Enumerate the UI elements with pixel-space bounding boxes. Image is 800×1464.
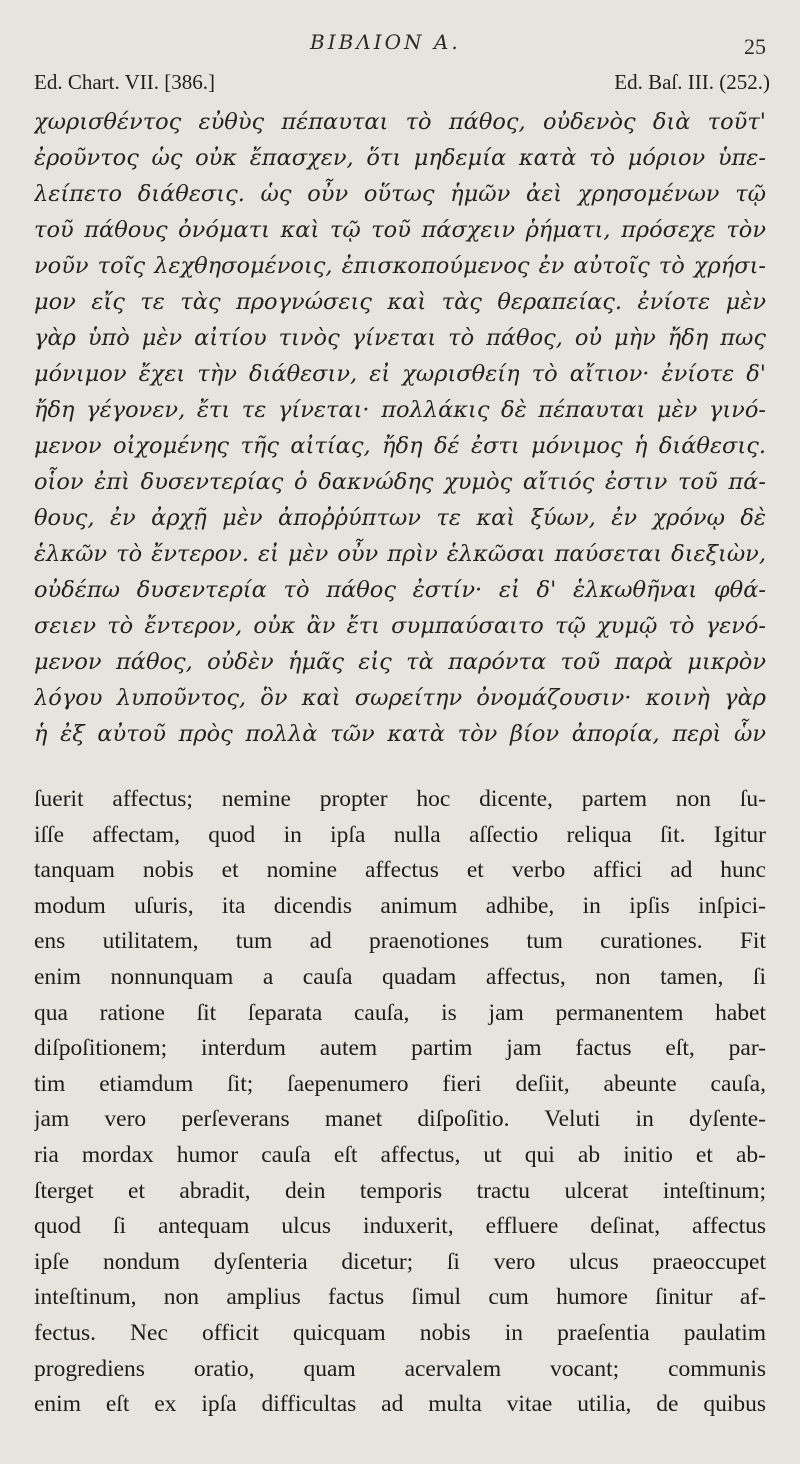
latin-text-line: quod ſi antequam ulcus induxerit, effluere deſinat, affectus (34, 1213, 766, 1240)
edition-reference-line (34, 70, 770, 98)
greek-text-line: νοῦν τοῖς λεχθησομένοις, ἐπισκοπούμενος ἐν αὐτοῖς τὸ χρήσι- (34, 253, 766, 279)
greek-text-line: οἷον ἐπὶ δυσεντερίας ὁ δακνώδης χυμὸς αἴτιός ἐστιν τοῦ πά- (34, 469, 766, 495)
greek-text-line: λόγου λυποῦντος, ὃν καὶ σωρείτην ὀνομάζουσιν· κοινὴ γὰρ (34, 685, 766, 711)
latin-text-line: iſſe affectam, quod in ipſa nulla aſſectio reliqua ſit. Igitur (34, 821, 766, 848)
book-title: ΒΙΒΛΙΟΝ Α. (310, 30, 461, 54)
greek-text-line: ἐροῦντος ὡς οὐκ ἔπασχεν, ὅτι μηδεμία κατὰ τὸ μόριον ὑπε- (34, 145, 766, 171)
page-number: 25 (744, 34, 766, 59)
latin-text-line: enim nonnunquam a cauſa quadam affectus, non tamen, ſi (34, 963, 766, 990)
greek-text-line: σειεν τὸ ἔντερον, οὐκ ἂν ἔτι συμπαύσαιτο τῷ χυμῷ τὸ γενό- (34, 613, 766, 639)
latin-text-line: fectus. Nec officit quicquam nobis in praeſentia paulatim (34, 1319, 766, 1346)
greek-text-line: οὐδέπω δυσεντερία τὸ πάθος ἐστίν· εἰ δ' ἑλκωθῆναι φθά- (34, 577, 766, 603)
latin-text-line: ſuerit affectus; nemine propter hoc dicente, partem non ſu- (34, 786, 766, 812)
greek-text-line: μενον οἰχομένης τῆς αἰτίας, ἤδη δέ ἐστι μόνιμος ἡ διάθεσις. (34, 433, 766, 459)
edition-reference-chartier: Ed. Chart. VII. [386.] (34, 70, 215, 94)
greek-text-line: ἑλκῶν τὸ ἔντερον. εἰ μὲν οὖν πρὶν ἑλκῶσαι παύσεται διεξιὼν, (34, 541, 766, 567)
latin-text-line: ſterget et abradit, dein temporis tractu ulcerat inteſtinum; (34, 1177, 766, 1204)
latin-text-block (34, 782, 766, 1423)
running-head (0, 30, 800, 60)
greek-text-line: ἡ ἐξ αὐτοῦ πρὸς πολλὰ τῶν κατὰ τὸν βίον ἀπορία, περὶ ὧν (34, 721, 766, 747)
latin-text-line: tanquam nobis et nomine affectus et verbo affici ad hunc (34, 857, 766, 884)
greek-text-line: μον εἴς τε τὰς προγνώσεις καὶ τὰς θεραπείας. ἐνίοτε μὲν (34, 289, 766, 315)
latin-text-line: ipſe nondum dyſenteria dicetur; ſi vero ulcus praeoccupet (34, 1248, 766, 1275)
greek-text-line: μόνιμον ἔχει τὴν διάθεσιν, εἰ χωρισθείη τὸ αἴτιον· ἐνίοτε δ' (34, 361, 766, 387)
latin-text-line: jam vero perſeverans manet diſpoſitio. Veluti in dyſente- (34, 1106, 766, 1133)
latin-text-line: qua ratione ſit ſeparata cauſa, is jam permanentem habet (34, 999, 766, 1026)
greek-text-block (34, 104, 766, 752)
greek-text-line: τοῦ πάθους ὀνόματι καὶ τῷ τοῦ πάσχειν ῥήματι, πρόσεχε τὸν (34, 217, 766, 243)
greek-text-line: γὰρ ὑπὸ μὲν αἰτίου τινὸς γίνεται τὸ πάθος, οὐ μὴν ἤδη πως (34, 325, 766, 351)
greek-text-line: μενον πάθος, οὐδὲν ἡμᾶς εἰς τὰ παρόντα τοῦ παρὰ μικρὸν (34, 649, 766, 675)
greek-text-line: θους, ἐν ἀρχῇ μὲν ἀποῤῥύπτων τε καὶ ξύων, ἐν χρόνῳ δὲ (34, 505, 766, 531)
latin-text-line: modum uſuris, ita dicendis animum adhibe, in ipſis inſpici- (34, 892, 766, 919)
greek-text-line: χωρισθέντος εὐθὺς πέπαυται τὸ πάθος, οὐδενὸς διὰ τοῦτ' (34, 109, 766, 135)
greek-text-line: ἤδη γέγονεν, ἔτι τε γίνεται· πολλάκις δὲ πέπαυται μὲν γινό- (34, 397, 766, 423)
edition-reference-basel: Ed. Baſ. III. (252.) (614, 70, 770, 94)
latin-text-line: enim eſt ex ipſa difficultas ad multa vitae utilia, de quibus (34, 1391, 766, 1418)
latin-text-line: ria mordax humor cauſa eſt affectus, ut qui ab initio et ab- (34, 1141, 766, 1168)
latin-text-line: tim etiamdum ſit; ſaepenumero fieri deſiit, abeunte cauſa, (34, 1070, 766, 1097)
greek-text-line: λείπετο διάθεσις. ὡς οὖν οὕτως ἡμῶν ἀεὶ χρησομένων τῷ (34, 181, 766, 207)
latin-text-line: diſpoſitionem; interdum autem partim jam factus eſt, par- (34, 1035, 766, 1062)
latin-text-line: progrediens oratio, quam acervalem vocant; communis (34, 1355, 766, 1382)
latin-text-line: inteſtinum, non amplius factus ſimul cum humore ſinitur af- (34, 1284, 766, 1311)
latin-text-line: ens utilitatem, tum ad praenotiones tum curationes. Fit (34, 928, 766, 955)
